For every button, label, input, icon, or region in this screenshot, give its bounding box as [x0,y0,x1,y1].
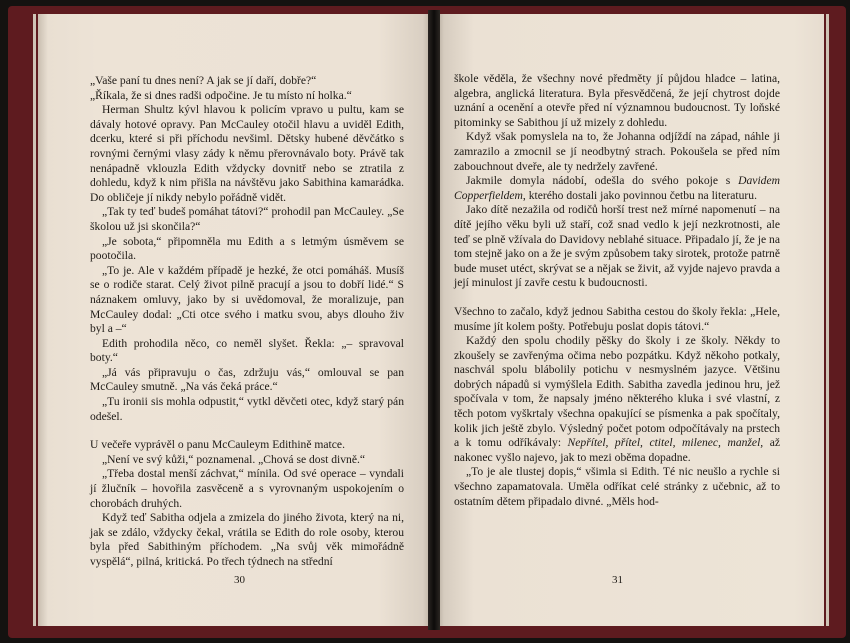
paragraph: „Říkala, že si dnes radši odpočine. Je tu místo ní holka.“ [90,88,352,102]
paragraph: „To je. Ale v každém případě je hezké, že otci pomáháš. Musíš se o rodiče starat. Celý život pilně pracují a jsou to dobří lidé.“ S náznakem omluvy, jako by si uvědomoval, že moralizuje, pan McCauley dodal: „Cti otce svého i matku svou, abys dlouho živ byl a –“ [90,263,404,336]
text-span: Jakmile domyla nádobí, odešla do svého pokoje s [466,174,739,188]
text-span: Každý den spolu chodily pěšky do školy i ze školy. Někdy to zkoušely se zavřenýma očima nebo pozpátku. Když někoho potkaly, naschvál spolu blábolily potichu v nesmyslném jazyce. Většinu dobrých nápadů si vymýšlela Edith. Sabitha zavedla jedinou hru, jež spočívala v tom, že napsaly jméno některého kluka i své vlastní, z těch potom vyškrtaly všechna opakující se písmenka a pak spočítaly, kolik jich ještě zbylo. Výsledný počet potom odpočítávaly na prstech a k tomu odříkávaly: [454,334,780,450]
left-page [38,14,432,626]
paragraph: „Není ve svý kůži,“ poznamenal. „Chová se dost divně.“ [102,452,366,466]
paragraph: Edith prohodila něco, co neměl slyšet. Řekla: „– spravoval boty.“ [90,336,404,365]
paragraph: Herman Shultz kývl hlavou k policím vpravo u pultu, kam se dávaly hotové opravy. Pan McCauley otočil hlavu a uviděl Edith, dcerku, které si při příchodu nevšiml. Dětsky hubené děvčátko s rovnými černými vlasy zády k němu přerovnávalo boty. Právě tak nenápadně vklouzla Edith vždycky dovnitř nebo se ztratila z dohledu, když k nim přišla na návštěvu jako Sabithina kamarádka. Do obličeje jí nikdy nebylo pořádně vidět. [90,103,404,204]
paragraph: „Je sobota,“ připomněla mu Edith a s letmým úsměvem se pootočila. [90,234,404,263]
paragraph: „Tak ty teď budeš pomáhat tátovi?“ prohodil pan McCauley. „Se školou už jsi skončila?“ [90,205,404,233]
book-title: Davidem Copperfieldem [454,174,780,202]
paragraph: „Třeba dostal menší záchvat,“ mínila. Od své operace – vyndali jí žlučník – hovořila zasvěceně a s vyrovnaným uspokojením o chorobách druhých. [90,467,404,510]
page-edges-left [33,14,36,626]
book-gutter [428,10,440,630]
right-page [434,14,824,626]
paragraph: „Já vás připravuju o čas, zdržuju vás,“ omlouval se pan McCauley smutně. „Na vás čeká práce.“ [90,365,404,394]
paragraph: „Tu ironii sis mohla odpustit,“ vytkl děvčeti otec, když starý pán odešel. [90,395,404,423]
paragraph: U večeře vyprávěl o panu McCauleym Edithině matce. [90,438,345,452]
paragraph [454,174,780,203]
paragraph: škole věděla, že všechny nové předměty jí půjdou hladce – latina, algebra, anglická literatura. Byla přesvědčená, že její chytrost dojde uznání a ocenění a otevře před ní významnou budoucnost. Ty loňské pitominky se Sabithou jí už mizely z dohledu. [454,72,780,129]
paragraph: Jako dítě nezažila od rodičů horší trest než mírné napomenutí – na dítě jejího věku byli už staří, což snad vedlo k její nezkrotnosti, ale teď se plně vžívala do Davidovy neblahé situace. Připadalo jí, že je na tom stejně jako on a že je svým způsobem taky sirotek, protože patrně bude muset utéct, skrývat se a nějak se živit, až vyjde najevo pravda a její minulost jí zavře cestu k budoucnosti. [454,203,780,290]
page-number: 30 [234,574,245,586]
text-span: až nakonec vyšlo najevo, jak to mezi oběma dopadne. [454,436,780,464]
paragraph: „Vaše paní tu dnes není? A jak se jí daří, dobře?“ [90,74,317,87]
paragraph: Všechno to začalo, když jednou Sabitha cestou do školy řekla: „Hele, musíme jít kolem pošty. Potřebuju poslat dopis tátovi.“ [454,304,780,333]
paragraph: Když teď Sabitha odjela a zmizela do jiného života, který na ni, jak se zdálo, vždycky čekal, vrátila se Edith do role osoby, kterou byla před Sabithiným příchodem. „Na svůj věk mimořádně vyspělá“, pilná, kritická. Po třech týdnech na střední [90,511,404,568]
paragraph: Když však pomyslela na to, že Johanna odjíždí na západ, náhle ji zamrazilo a zmocnil se jí neodbytný strach. Pokoušela se před ním zabouchnout dveře, ale ty nedržely zavřené. [454,130,780,173]
page-edges-right [826,14,829,626]
rhyme-text: Nepřítel, přítel, ctitel, milenec, manžel, [567,436,764,450]
page-number: 31 [612,574,623,586]
paragraph [454,334,780,465]
paragraph: „To je ale tlustej dopis,“ všimla si Edith. Té nic neušlo a rychle si všechno zapamatovala. Uměla odříkat celé stránky z učebnic, až to ostatním dětem připadalo divné. „Měls hod- [454,465,780,508]
text-span: , kterého dostali jako povinnou četbu na literaturu. [522,188,757,202]
right-page-text [454,72,780,509]
left-page-text [90,74,404,570]
